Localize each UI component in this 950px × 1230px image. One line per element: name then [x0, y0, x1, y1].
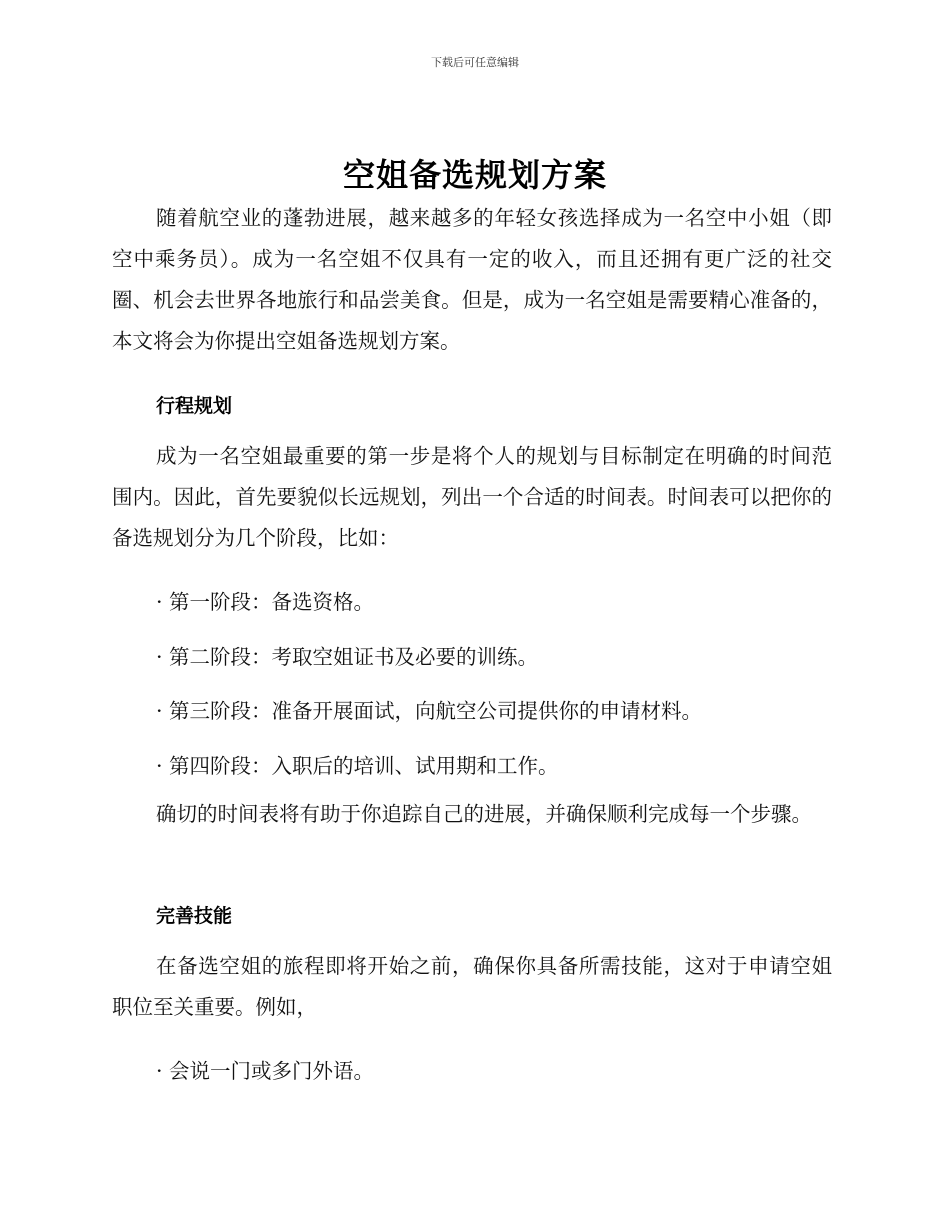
- section-heading-itinerary: 行程规划: [156, 395, 233, 417]
- list-item: · 第一阶段：备选资格。: [156, 590, 375, 614]
- intro-paragraph: 随着航空业的蓬勃进展，越来越多的年轻女孩选择成为一名空中小姐（即空中乘务员）。成为一名空姐不仅具有一定的收入，而且还拥有更广泛的社交圈、机会去世界各地旅行和品尝美食。但是，成为一名空姐是需要精心准备的，本文将会为你提出空姐备选规划方案。: [112, 206, 832, 353]
- list-item: · 第四阶段：入职后的培训、试用期和工作。: [156, 754, 559, 778]
- list-item: · 会说一门或多门外语。: [156, 1059, 375, 1083]
- list-item: · 第二阶段：考取空姐证书及必要的训练。: [156, 645, 539, 669]
- page-title: 空姐备选规划方案: [342, 156, 607, 194]
- itinerary-closing-paragraph: 确切的时间表将有助于你追踪自己的进展，并确保顺利完成每一个步骤。: [156, 802, 812, 826]
- itinerary-paragraph: 成为一名空姐最重要的第一步是将个人的规划与目标制定在明确的时间范围内。因此，首先要貌似长远规划，列出一个合适的时间表。时间表可以把你的备选规划分为几个阶段，比如：: [112, 444, 832, 550]
- skills-paragraph: 在备选空姐的旅程即将开始之前，确保你具备所需技能，这对于申请空姐职位至关重要。例如，: [112, 954, 832, 1019]
- list-item: · 第三阶段：准备开展面试，向航空公司提供你的申请材料。: [156, 699, 703, 723]
- section-heading-skills: 完善技能: [156, 905, 233, 927]
- header-note: 下载后可任意编辑: [431, 56, 519, 69]
